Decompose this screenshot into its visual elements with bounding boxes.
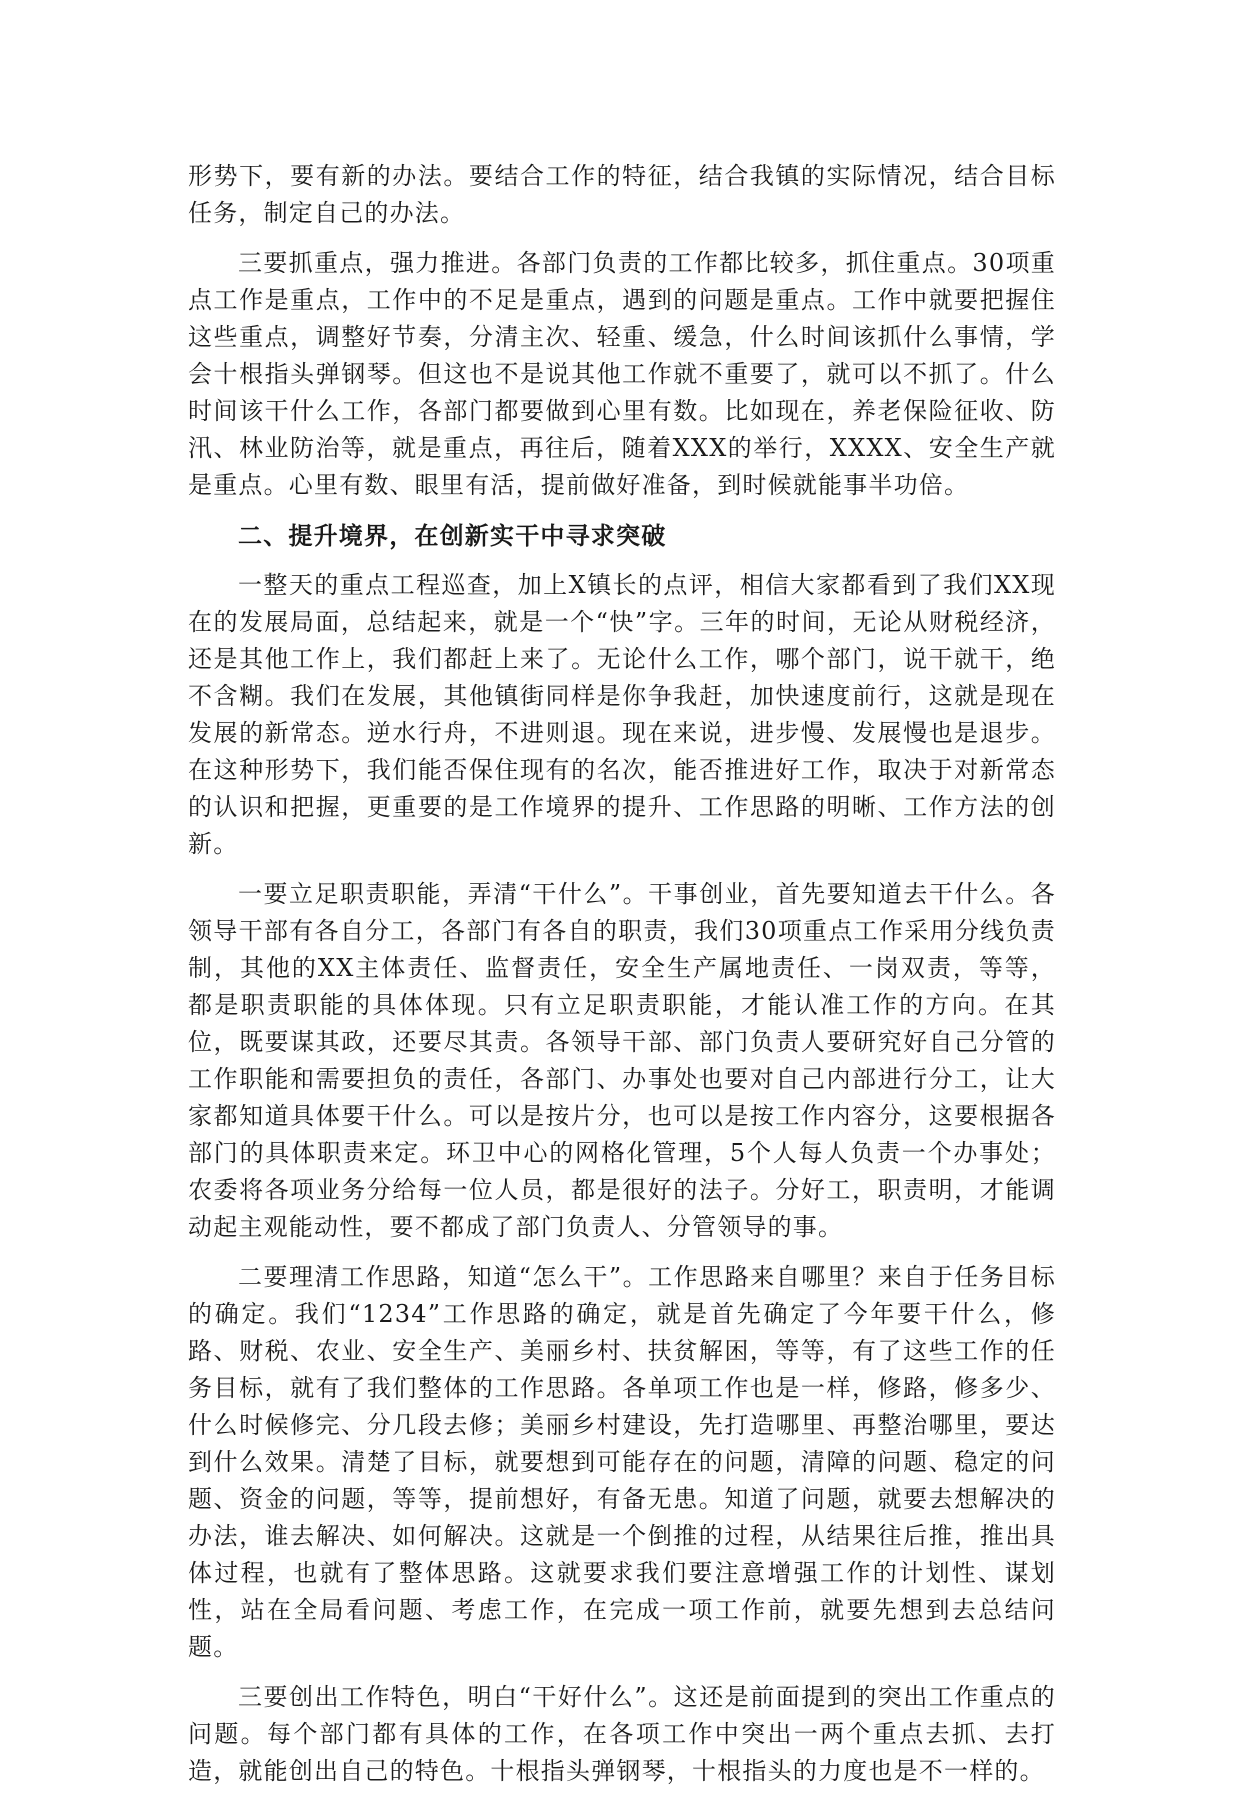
body-paragraph: 三要抓重点，强力推进。各部门负责的工作都比较多，抓住重点。30项重点工作是重点，工作中的不足是重点，遇到的问题是重点。工作中就要把握住这些重点，调整好节奏，分清主次、轻重、缓急，什么时间该抓什么事情，学会十根指头弹钢琴。但这也不是说其他工作就不重要了，就可以不抓了。什么时间该干什么工作，各部门都要做到心里有数。比如现在，养老保险征收、防汛、林业防治等，就是重点，再往后，随着XXX的举行，XXXX、安全生产就是重点。心里有数、眼里有活，提前做好准备，到时候就能事半功倍。 <box>188 249 1056 499</box>
body-paragraph: 一要立足职责职能，弄清“干什么”。干事创业，首先要知道去干什么。各领导干部有各自分工，各部门有各自的职责，我们30项重点工作采用分线负责制，其他的XX主体责任、监督责任，安全生产属地责任、一岗双责，等等，都是职责职能的具体体现。只有立足职责职能，才能认准工作的方向。在其位，既要谋其政，还要尽其责。各领导干部、部门负责人要研究好自己分管的工作职能和需要担负的责任，各部门、办事处也要对自己内部进行分工，让大家都知道具体要干什么。可以是按片分，也可以是按工作内容分，这要根据各部门的具体职责来定。环卫中心的网格化管理，5个人每人负责一个办事处；农委将各项业务分给每一位人员，都是很好的法子。分好工，职责明，才能调动起主观能动性，要不都成了部门负责人、分管领导的事。 <box>188 880 1056 1241</box>
body-paragraph: 形势下，要有新的办法。要结合工作的特征，结合我镇的实际情况，结合目标任务，制定自己的办法。 <box>188 162 1056 227</box>
body-paragraph: 一整天的重点工程巡查，加上X镇长的点评，相信大家都看到了我们XX现在的发展局面，总结起来，就是一个“快”字。三年的时间，无论从财税经济，还是其他工作上，我们都赶上来了。无论什么工作，哪个部门，说干就干，绝不含糊。我们在发展，其他镇街同样是你争我赶，加快速度前行，这就是现在发展的新常态。逆水行舟，不进则退。现在来说，进步慢、发展慢也是退步。在这种形势下，我们能否保住现有的名次，能否推进好工作，取决于对新常态的认识和把握，更重要的是工作境界的提升、工作思路的明晰、工作方法的创新。 <box>188 571 1056 858</box>
section-heading: 二、提升境界，在创新实干中寻求突破 <box>238 521 667 550</box>
document-body <box>188 158 1056 1803</box>
body-paragraph: 三要创出工作特色，明白“干好什么”。这还是前面提到的突出工作重点的问题。每个部门都有具体的工作，在各项工作中突出一两个重点去抓、去打造，就能创出自己的特色。十根指头弹钢琴，十根指头的力度也是不一样的。 <box>188 1683 1056 1785</box>
body-paragraph: 二要理清工作思路，知道“怎么干”。工作思路来自哪里？来自于任务目标的确定。我们“1234”工作思路的确定，就是首先确定了今年要干什么，修路、财税、农业、安全生产、美丽乡村、扶贫解困，等等，有了这些工作的任务目标，就有了我们整体的工作思路。各单项工作也是一样，修路，修多少、什么时候修完、分几段去修；美丽乡村建设，先打造哪里、再整治哪里，要达到什么效果。清楚了目标，就要想到可能存在的问题，清障的问题、稳定的问题、资金的问题，等等，提前想好，有备无患。知道了问题，就要去想解决的办法，谁去解决、如何解决。这就是一个倒推的过程，从结果往后推，推出具体过程，也就有了整体思路。这就要求我们要注意增强工作的计划性、谋划性，站在全局看问题、考虑工作，在完成一项工作前，就要先想到去总结问题。 <box>188 1263 1056 1661</box>
